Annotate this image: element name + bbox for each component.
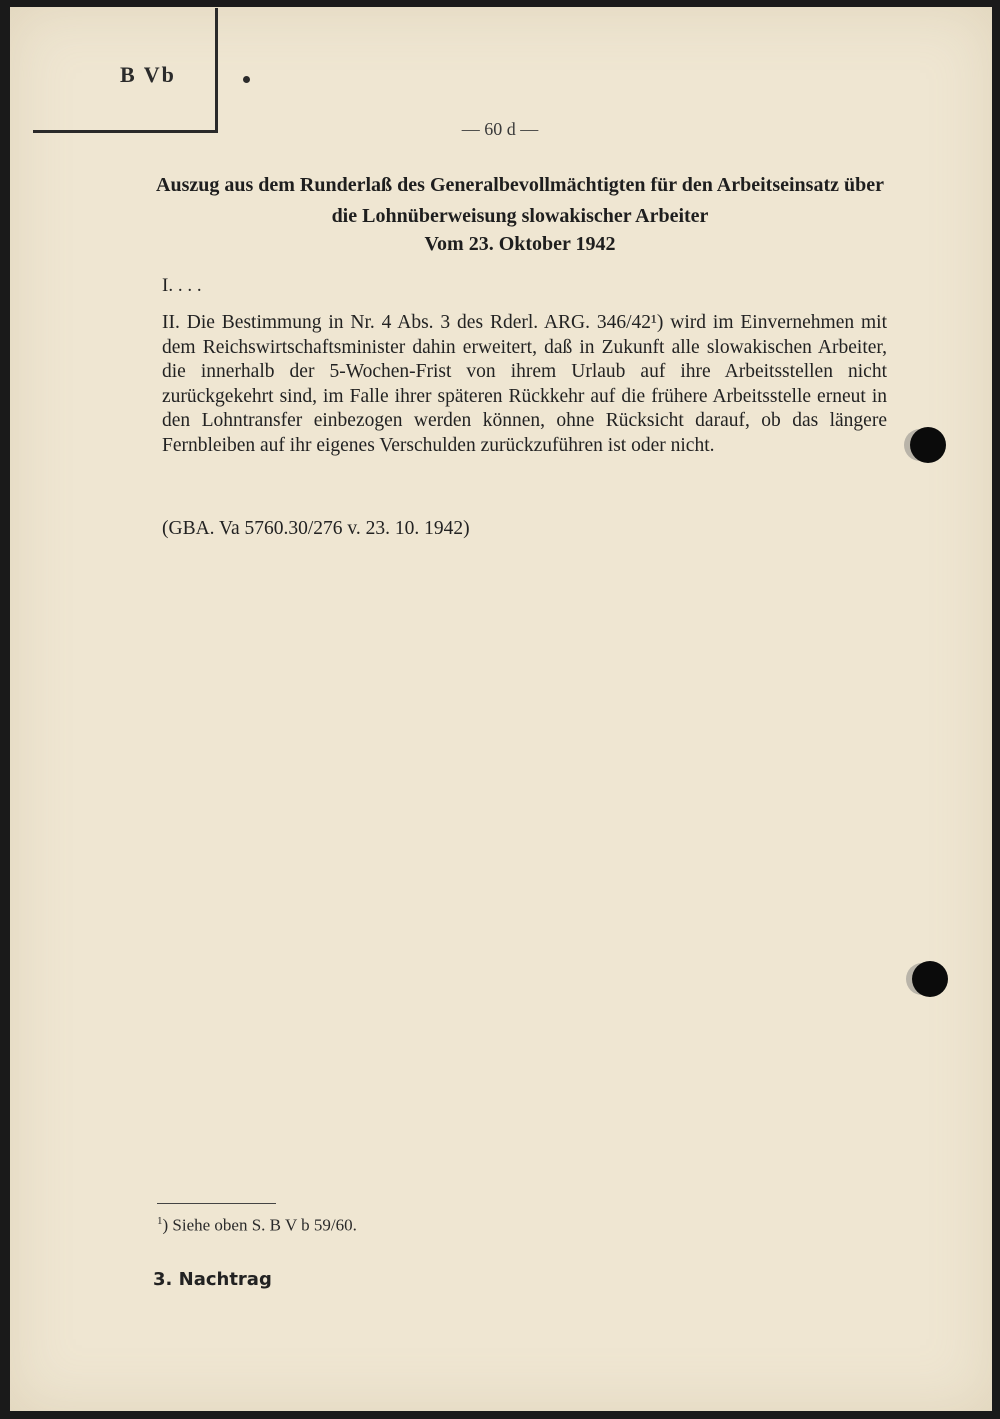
punch-hole-icon [912, 961, 948, 997]
footnote [157, 1215, 357, 1236]
footnote-divider [157, 1203, 276, 1204]
stamp-dot [243, 76, 250, 83]
footnote-text: ) Siehe oben S. B V b 59/60. [162, 1215, 357, 1235]
punch-hole-icon [910, 427, 946, 463]
page-number: — 60 d — [461, 119, 539, 139]
section-two-paragraph: II. Die Bestimmung in Nr. 4 Abs. 3 des Rderl. ARG. 346/42¹) wird im Einvernehmen mit dem Reichswirtschaftsminister dahin erweitert, daß in Zukunft alle slowakischen Arbeiter, die innerhalb der 5-Wochen-Frist von ihrem Urlaub auf ihre Arbeitsstellen nicht zurückgekehrt sind, im Falle ihrer späteren Rückkehr auf die frühere Arbeitsstelle erneut in den Lohntransfer einbezogen werden können, ohne Rücksicht darauf, ob das längere Fernbleiben auf ihr eigenes Verschulden zurückzuführen ist oder nicht. [162, 312, 887, 456]
section-one-ellipsis: I. . . . [162, 275, 202, 296]
section-stamp-label: B Vb [120, 62, 176, 87]
footnote-marker: 1 [157, 1215, 163, 1227]
decree-reference: (GBA. Va 5760.30/276 v. 23. 10. 1942) [162, 518, 470, 539]
document-date: Vom 23. Oktober 1942 [424, 233, 616, 255]
document-title: Auszug aus dem Runderlaß des Generalbevollmächtigten für den Arbeitseinsatz über die Lohnüberweisung slowakischer Arbeiter [156, 174, 884, 227]
supplement-label: 3. Nachtrag [153, 1269, 272, 1290]
